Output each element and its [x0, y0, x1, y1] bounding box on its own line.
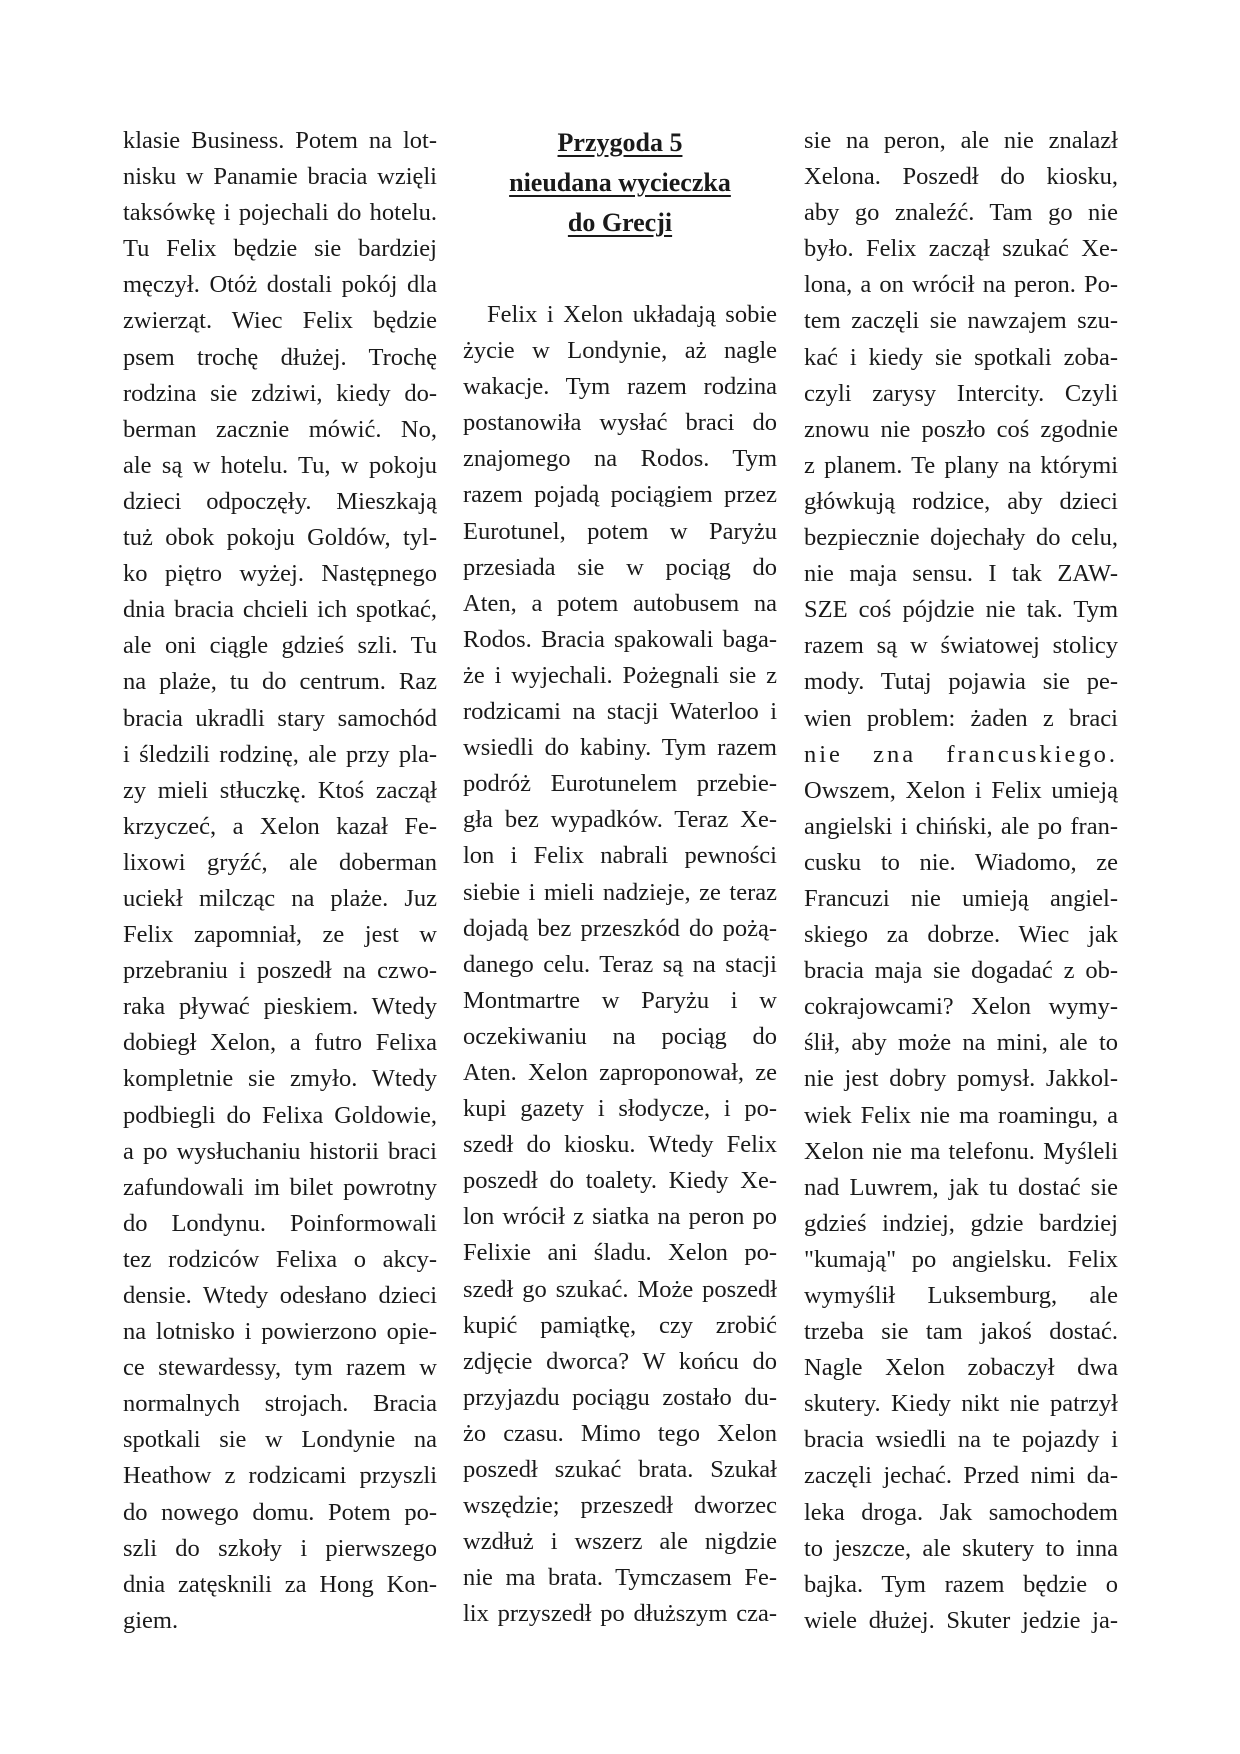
- column-2-body: [463, 297, 777, 1632]
- text-line: normalnych strojach. Bracia: [123, 1390, 437, 1418]
- text-line: główkują rodzice, aby dzieci: [804, 487, 1118, 515]
- text-line: wymyślił Luksemburg, ale: [804, 1282, 1118, 1309]
- text-line: dojadą bez przeszkód do pożą-: [463, 914, 777, 942]
- text-line: ale oni ciągle gdzieś szli. Tu: [123, 632, 437, 660]
- text-line: Xelona. Poszedł do kiosku,: [804, 163, 1118, 191]
- text-line: Xelon nie ma telefonu. Myśleli: [804, 1137, 1118, 1165]
- text-line: bracia ukradli stary samochód: [123, 704, 437, 732]
- text-line: Tu Felix będzie sie bardziej: [123, 235, 437, 263]
- text-line: męczył. Otóż dostali pokój dla: [123, 271, 437, 299]
- text-line: kać i kiedy sie spotkali zoba-: [804, 343, 1118, 371]
- text-line: tem zaczęli sie nawzajem szu-: [804, 307, 1118, 335]
- text-line: leka droga. Jak samochodem: [804, 1498, 1118, 1526]
- text-line: rodzicami na stacji Waterloo i: [463, 698, 777, 726]
- text-line: Nagle Xelon zobaczył dwa: [804, 1354, 1118, 1382]
- text-line: taksówkę i pojechali do hotelu.: [123, 199, 437, 227]
- heading-line: nieudana wycieczka: [509, 168, 731, 197]
- text-line: poszedł do toalety. Kiedy Xe-: [463, 1167, 777, 1195]
- text-line: kupi gazety i słodycze, i po-: [463, 1095, 777, 1123]
- text-line: angielski i chiński, ale po fran-: [804, 812, 1118, 840]
- text-line: kupić pamiątkę, czy zrobić: [463, 1311, 777, 1339]
- text-line: nisku w Panamie bracia wzięli: [123, 163, 437, 191]
- text-line: Rodos. Bracia spakowali baga-: [463, 625, 777, 653]
- text-line: skutery. Kiedy nikt nie patrzył: [804, 1390, 1118, 1418]
- text-line: ko piętro wyżej. Następnego: [123, 560, 437, 588]
- text-line: gdzieś indziej, gdzie bardziej: [804, 1209, 1118, 1237]
- text-column-3: [804, 123, 1118, 1639]
- text-line: uciekł milcząc na plaże. Juz: [123, 884, 437, 912]
- text-line: giem.: [123, 1606, 179, 1634]
- text-line: bracia wsiedli na te pojazdy i: [804, 1426, 1118, 1454]
- text-line: psem trochę dłużej. Trochę: [123, 343, 437, 371]
- text-line: nie zna francuskiego.: [804, 740, 1118, 768]
- text-line: szedł do kiosku. Wtedy Felix: [463, 1131, 777, 1159]
- text-line: klasie Business. Potem na lot-: [123, 127, 437, 154]
- text-line: dnia zatęsknili za Hong Kon-: [123, 1570, 437, 1598]
- text-line: znowu nie poszło coś zgodnie: [804, 415, 1118, 443]
- text-line: mody. Tutaj pojawia sie pe-: [804, 668, 1118, 696]
- text-line: zdjęcie dworca? W końcu do: [463, 1347, 777, 1375]
- text-line: lon i Felix nabrali pewności: [463, 842, 777, 870]
- text-line: sie na peron, ale nie znalazł: [804, 127, 1118, 154]
- text-line: Owszem, Xelon i Felix umieją: [804, 776, 1118, 804]
- text-line: Felix zapomniał, ze jest w: [123, 921, 437, 949]
- text-line: wiele dłużej. Skuter jedzie ja-: [804, 1606, 1118, 1634]
- text-line: tez rodziców Felixa o akcy-: [123, 1245, 437, 1273]
- text-line: ślił, aby może na mini, ale to: [804, 1029, 1118, 1057]
- text-line: siebie i mieli nadzieje, ze teraz: [463, 878, 777, 906]
- text-line: skiego za dobrze. Wiec jak: [804, 921, 1118, 949]
- text-line: a po wysłuchaniu historii braci: [123, 1137, 437, 1165]
- text-line: przesiada sie w pociąg do: [463, 553, 777, 581]
- text-line: ale są w hotelu. Tu, w pokoju: [123, 451, 437, 479]
- text-line: Francuzi nie umieją angiel-: [804, 884, 1118, 912]
- text-line: i śledzili rodzinę, ale przy pla-: [123, 740, 437, 768]
- text-line: lix przyszedł po dłuższym cza-: [463, 1600, 777, 1628]
- text-line: Felix i Xelon układają sobie: [487, 301, 777, 328]
- text-line: było. Felix zaczął szukać Xe-: [804, 235, 1118, 263]
- heading-line: do Grecji: [567, 208, 673, 237]
- text-line: podbiegli do Felixa Goldowie,: [123, 1101, 437, 1129]
- text-line: przebraniu i poszedł na czwo-: [123, 957, 437, 985]
- text-line: trzeba sie tam jakoś dostać.: [804, 1318, 1118, 1346]
- text-line: spotkali sie w Londynie na: [123, 1426, 437, 1454]
- text-line: lon wrócił z siatka na peron po: [463, 1203, 777, 1231]
- heading-line: Przygoda 5: [557, 128, 683, 157]
- text-line: do Londynu. Poinformowali: [123, 1209, 437, 1237]
- text-column-2: [463, 123, 777, 1632]
- text-line: zy mieli stłuczkę. Ktoś zaczął: [123, 776, 437, 804]
- text-line: berman zacznie mówić. No,: [123, 415, 437, 443]
- text-line: szli do szkoły i pierwszego: [123, 1534, 437, 1562]
- text-line: lixowi gryźć, ale doberman: [123, 848, 437, 876]
- text-line: do nowego domu. Potem po-: [123, 1498, 437, 1526]
- text-line: wzdłuż i wszerz ale nigdzie: [463, 1528, 777, 1556]
- text-line: przyjazdu pociągu zostało du-: [463, 1383, 777, 1411]
- text-line: żo czasu. Mimo tego Xelon: [463, 1419, 777, 1447]
- text-line: bajka. Tym razem będzie o: [804, 1570, 1118, 1598]
- text-line: dzieci odpoczęły. Mieszkają: [123, 487, 437, 515]
- text-line: nie ma brata. Tymczasem Fe-: [463, 1564, 777, 1592]
- text-line: Montmartre w Paryżu i w: [463, 986, 777, 1014]
- text-line: Heathow z rodzicami przyszli: [123, 1462, 437, 1490]
- text-line: Felixie ani śladu. Xelon po-: [463, 1239, 777, 1267]
- text-line: wakacje. Tym razem rodzina: [463, 373, 777, 401]
- heading-spacer: [463, 271, 777, 297]
- text-line: rodzina sie zdziwi, kiedy do-: [123, 379, 437, 407]
- text-line: podróż Eurotunelem przebie-: [463, 770, 777, 798]
- text-line: znajomego na Rodos. Tym: [463, 445, 777, 473]
- text-line: zwierząt. Wiec Felix będzie: [123, 307, 437, 335]
- text-line: wsiedli do kabiny. Tym razem: [463, 734, 777, 762]
- text-line: danego celu. Teraz są na stacji: [463, 950, 777, 978]
- text-line: nad Luwrem, jak tu dostać sie: [804, 1173, 1118, 1201]
- text-line: cusku to nie. Wiadomo, ze: [804, 848, 1118, 876]
- text-line: na lotnisko i powierzono opie-: [123, 1318, 437, 1346]
- text-line: nie jest dobry pomysł. Jakkol-: [804, 1065, 1118, 1093]
- text-line: nie maja sensu. I tak ZAW-: [804, 560, 1118, 588]
- text-line: poszedł szukać brata. Szukał: [463, 1456, 777, 1483]
- text-line: gła bez wypadków. Teraz Xe-: [463, 806, 777, 834]
- text-line: densie. Wtedy odesłano dzieci: [123, 1282, 437, 1309]
- text-line: czyli zarysy Intercity. Czyli: [804, 379, 1118, 407]
- text-line: Aten. Xelon zaproponował, ze: [463, 1058, 777, 1086]
- text-line: postanowiła wysłać braci do: [463, 409, 777, 437]
- text-line: SZE coś pójdzie nie tak. Tym: [804, 596, 1118, 624]
- text-line: cokrajowcami? Xelon wymy-: [804, 993, 1118, 1021]
- text-line: wszędzie; przeszedł dworzec: [463, 1492, 777, 1520]
- text-line: wien problem: żaden z braci: [804, 704, 1118, 732]
- text-line: krzyczeć, a Xelon kazał Fe-: [123, 812, 437, 840]
- text-line: razem są w światowej stolicy: [804, 632, 1118, 660]
- text-line: oczekiwaniu na pociąg do: [463, 1022, 777, 1050]
- text-line: lona, a on wrócił na peron. Po-: [804, 271, 1118, 299]
- text-line: dnia bracia chcieli ich spotkać,: [123, 596, 437, 624]
- text-line: z planem. Te plany na którymi: [804, 451, 1118, 479]
- text-line: tuż obok pokoju Goldów, tyl-: [123, 524, 437, 552]
- text-line: życie w Londynie, aż nagle: [463, 337, 777, 365]
- text-line: ce stewardessy, tym razem w: [123, 1354, 437, 1382]
- text-line: kompletnie sie zmyło. Wtedy: [123, 1065, 437, 1093]
- text-line: szedł go szukać. Może poszedł: [463, 1275, 777, 1303]
- text-line: zaczęli jechać. Przed nimi da-: [804, 1462, 1118, 1490]
- text-line: razem pojadą pociągiem przez: [463, 481, 777, 509]
- text-line: bracia maja sie dogadać z ob-: [804, 957, 1118, 985]
- text-line: na plaże, tu do centrum. Raz: [123, 668, 437, 696]
- text-column-1: [123, 123, 437, 1639]
- text-line: raka pływać pieskiem. Wtedy: [123, 993, 437, 1021]
- text-line: to jeszcze, ale skutery to inna: [804, 1534, 1118, 1562]
- text-line: Aten, a potem autobusem na: [463, 589, 777, 617]
- text-line: bezpiecznie dojechały do celu,: [804, 524, 1118, 552]
- text-line: "kumają" po angielsku. Felix: [804, 1245, 1118, 1273]
- text-line: dobiegł Xelon, a futro Felixa: [123, 1029, 437, 1057]
- story-heading: [463, 123, 777, 271]
- text-line: zafundowali im bilet powrotny: [123, 1173, 437, 1201]
- text-line: aby go znaleźć. Tam go nie: [804, 199, 1118, 227]
- text-line: że i wyjechali. Pożegnali sie z: [463, 661, 777, 689]
- text-line: wiek Felix nie ma roamingu, a: [804, 1101, 1118, 1129]
- text-line: Eurotunel, potem w Paryżu: [463, 517, 777, 545]
